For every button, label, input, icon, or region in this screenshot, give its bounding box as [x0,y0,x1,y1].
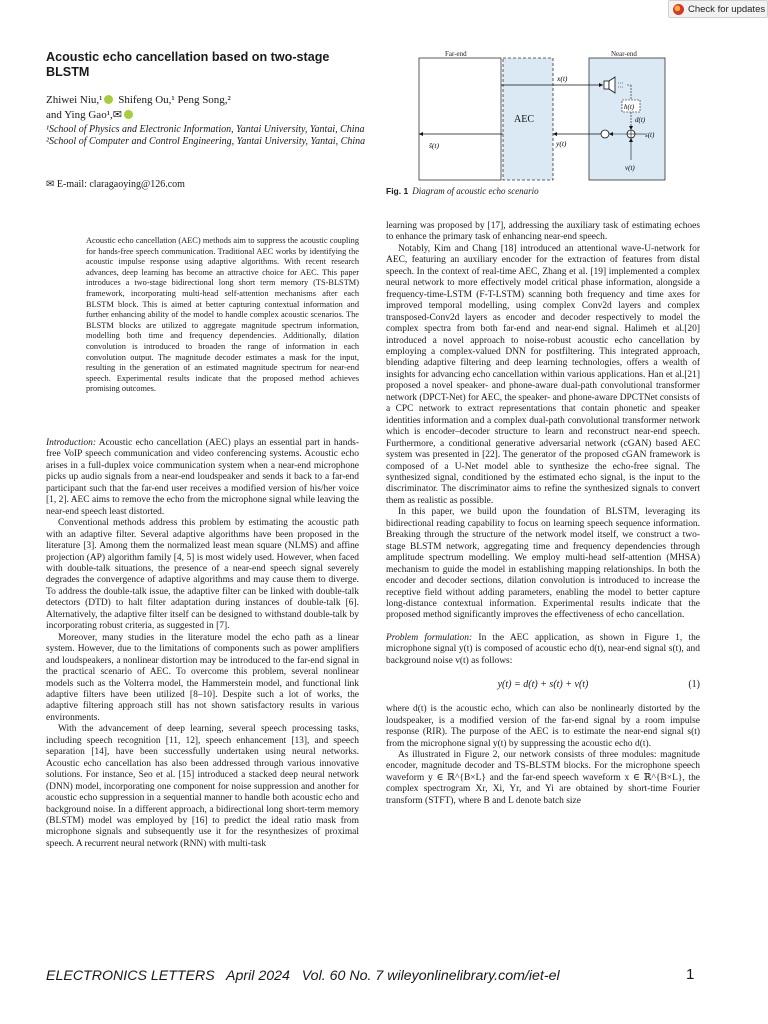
affiliations [46,124,366,149]
problem-paragraph [386,633,700,667]
author-3: Peng Song,² [177,94,231,106]
affiliation-1: ¹School of Physics and Electronic Information, Yantai University, Yantai, China [46,124,365,135]
intro-heading: Introduction: [46,438,96,448]
paragraph: Notably, Kim and Chang [18] introduced an attentional wave-U-network for AEC, featuring an auxiliary encoder for the extraction of features from distal speech. In the context of real-time AEC, Zhang et al. [19] implemented a complex neural network to more effectively model critical phase information, alongside a frequency-time-LSTM (F-T-LSTM) scanning both frequency and time axes for improved temporal modelling, using complex Conv2d layers and complex transposed-Conv2d layers as encoder and decoder respectively to model the complex spectra from both far-end and near-end signal. Halimeh et al.[20] introduced a novel approach to noise-robust acoustic echo cancellation by employing a complex-valued DNN for postfiltering. This integrated approach, blending adaptive filtering and deep learning technologies, offers a wealth of insights for advancing echo cancellation within various applications. Han et al.[21] proposed a novel speaker- and phone-aware dual-path convolutional transformer network (DPCT-Net) for AEC, the speaker- and phone-aware DPCTNet consists of a CPC network to extract representations that contain phonetic and speaker identities information and a complex dual-path convolutional transformer network which is encoder–decoder structure to learn and reconstruct near-end speech. Furthermore, a conditional generative adversarial network (cGAN) based AEC system was presented in [22]. The generator of the proposed cGAN framework is composed of a U-Net model able to synthesize the echo-free signal. The synthesized signal, conditioned by the estimated echo signal, is the input to the discriminator. The discriminator aims to refine the synthesized signals to convert them as realistic as possible. [386,243,700,506]
crossmark-icon [673,4,684,15]
paragraph: Conventional methods address this problem by estimating the acoustic path with an adaptive filter. Several adaptive algorithms have been proposed in the literature [3]. Among them the normalized least mean square (NLMS) and affine projection (AP) algorithm family [4, 5] is most widely used. However, when faced with double-talk situations, the presence of a near-end speech signal severely degrades the convergence of adaptive algorithms and may cause them to diverge. To address the double-talk issue, the adaptive filter can be linked with double-talk detectors (DTD) to halt filter adaptation during instances of double-talk [6]. Alternatively, the adaptive filter itself can be designed to withstand double-talk by incorporating robust criteria, as suggested in [7]. [46,518,359,632]
shat-t-label: ŝ(t) [429,141,439,150]
intro-text: Acoustic echo cancellation (AEC) plays an essential part in hands-free VoIP speech communication and video conferencing systems. Acoustic echo arises in a full-duplex voice communication system when a near-end microphone picks up audio signals from a near-end loudspeaker and sends it back to a far-end participant such that the far-end user receives a modified version of his/her voice [1, 2]. AEC aims to remove the echo from the microphone signal while leaving the near-end speech least distorted. [46,438,359,517]
v-t-label: v(t) [625,164,635,172]
author-2: Shifeng Ou,¹ [118,94,175,106]
microphone-icon [601,130,609,138]
paragraph: With the advancement of deep learning, several speech processing tasks, including speech recognition [11, 12], speech enhancement [13], and speech separation [14], have been successfully undertaken using neural networks. Acoustic echo cancellation has also been addressed through various innovative solutions. For instance, Seo et al. [15] introduced a stacked deep neural network (DNN) model, incorporating one component for noise suppression and another for acoustic echo suppression in a sequential manner to handle both acoustic echo and background noise. In a different approach, a bidirectional long short-term memory (BLSTM) model was employed by [16] to predict the ideal ratio mask from microphone signals and subsequently use it for the resynthesizes of proximal speech. A recurrent neural network (RNN) with multi-task [46,724,359,849]
figure-caption [386,186,539,196]
paragraph: Moreover, many studies in the literature model the echo path as a linear system. However, due to the limitations of components such as power amplifiers and loudspeakers, a nonlinear distortion may be introduced to the far-end signal in the practical scenario of AEC. To overcome this problem, several nonlinear models such as the Volterra model, the Hammerstein model, and functional link adaptive filters have been utilized [8–10]. Despite such a lot of works, the adaptive filtering approach still has not shown satisfactory results in various environments. [46,632,359,723]
figure-caption-text: Diagram of acoustic echo scenario [412,186,539,196]
equation-body: y(t) = d(t) + s(t) + v(t) [497,679,589,691]
equation-1 [386,679,700,693]
paragraph: As illustrated in Figure 2, our network consists of three modules: magnitude encoder, magnitude decoder and TS-BLSTM blocks. For the microphone speech waveform y ∈ ℝ^{B×L} and the far-end speech waveform x ∈ ℝ^{B×L}, the complex spectrogram Xr, Xi, Yr, and Yi are obtained by short-time Fourier transform (STFT), where B and L denote batch size [386,750,700,806]
x-t-label: x(t) [557,74,568,83]
y-t-label: y(t) [556,139,567,148]
paragraph: In this paper, we build upon the foundation of BLSTM, leveraging its bidirectional reading capability to focus on learning speech sequence information. Breaking through the structure of the network model itself, we construct a two-stage BLSTM network, aggregating time and frequency dependencies through amplitude spectrum modelling. We employ multi-head self-attention (MHSA) mechanism to guide the model in establishing mapping relationships. In both the encoder and decoder sections, dilation convolution is introduced to increase the receptive field without adding parameters, enabling the model to better capture long-distance contextual information. Experimental results indicate that the proposed method significantly improves the effectiveness of echo cancellation. [386,507,700,621]
page-number: 1 [686,966,695,983]
d-t-label: d(t) [635,116,646,124]
aec-label: AEC [514,114,534,125]
orcid-icon[interactable] [124,110,133,119]
paragraph: learning was proposed by [17], addressing the auxiliary task of estimating echoes to enhance the primary task of enhancing near-end speech. [386,221,700,243]
loudspeaker-icon [604,81,609,89]
near-end-label: Near-end [611,50,637,58]
s-t-label: s(t) [645,131,655,139]
paper-title: Acoustic echo cancellation based on two-stage BLSTM [46,50,330,79]
volume: Vol. 60 No. 7 [301,968,384,984]
check-for-updates-badge[interactable] [668,0,768,18]
acoustic-echo-diagram [417,50,667,182]
orcid-icon[interactable] [104,95,113,104]
check-for-updates-label: Check for updates [688,3,766,15]
near-end-region [589,58,665,180]
far-end-label: Far-end [445,50,467,58]
abstract: Acoustic echo cancellation (AEC) methods aim to suppress the acoustic coupling for hands-free speech communication. Traditional AEC works by identifying the acoustic impulse response using adaptive algorithms. With recent research advances, deep learning has become an attractive choice for AEC. This paper introduces a two-stage bidirectional long short term memory (TS-BLSTM) framework, incorporating multi-head self-attention mechanisms after each BLSTM block. This is aimed at better capturing contextual information and further enhancing ability of the model to handle complex acoustic scenarios. The BLSTM blocks are utilized to aggregate magnitude spectrum information, modelling both time and frequency dependencies. Additionally, dilation convolution is introduced to broaden the range of information in each convolution output. The magnitude decoder estimates a mask for the input, resulting in the generation of an estimated magnitude spectrum for near-end speech. Experimental results indicate that the proposed method achieves promising outcomes. [86,236,359,394]
right-column [386,221,700,807]
corresponding-email[interactable]: ✉ E-mail: claragaoying@126.com [46,179,185,190]
author-4: and Ying Gao¹,✉ [46,109,122,121]
paragraph: where d(t) is the acoustic echo, which can also be nonlinearly distorted by the loudspeaker, is a modified version of the far-end signal by a room impulse response (RIR). The purpose of the AEC is to estimate the near-end signal s(t) from the microphone signal y(t) by suppressing the acoustic echo d(t). [386,704,700,749]
left-column [46,438,359,850]
author-list [46,93,356,123]
figure-caption-label: Fig. 1 [386,186,409,196]
author-1: Zhiwei Niu,¹ [46,94,103,106]
journal-footer [46,968,700,984]
problem-text: In the AEC application, as shown in Figure 1, the microphone signal y(t) is composed of acoustic echo d(t), near-end signal s(t), and background noise v(t) as follows: [386,632,700,666]
equation-number: (1) [688,679,700,691]
h-t-label: h(t) [624,103,635,111]
intro-paragraph [46,438,359,518]
affiliation-2: ²School of Computer and Control Engineering, Yantai University, Yantai, China [46,136,366,148]
journal-name: ELECTRONICS LETTERS [46,968,215,984]
far-end-region [419,58,501,180]
problem-heading: Problem formulation: [386,632,473,643]
journal-url[interactable]: wileyonlinelibrary.com/iet-el [387,968,560,984]
issue-date: April 2024 [226,968,290,984]
